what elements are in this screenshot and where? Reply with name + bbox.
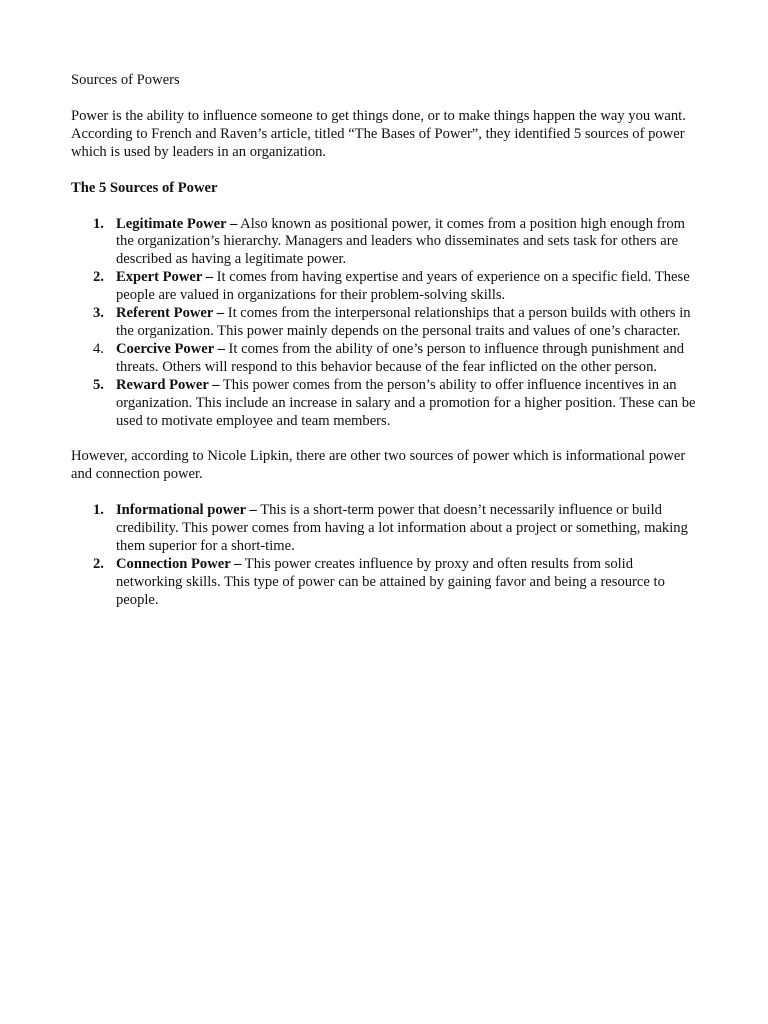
list-text: This power creates influence by proxy and often results from solid networking skills. This type of power can be attained by gaining favor and being a resource to people. [116, 555, 665, 608]
sources-list [71, 216, 701, 431]
list-text: It comes from the interpersonal relationships that a person builds with others in the organization. This power mainly depends on the personal traits and values of one’s character. [116, 305, 691, 339]
list-term: Expert Power – [116, 269, 213, 286]
document-title: Sources of Powers [71, 72, 180, 88]
list-item [71, 502, 701, 556]
list-text: This is a short-term power that doesn’t necessarily influence or build credibility. This power comes from having a lot information about a project or something, making them superior for a short-time. [116, 502, 688, 555]
list-number: 1. [93, 215, 104, 232]
section-heading: The 5 Sources of Power [71, 179, 218, 196]
intro-paragraph: Power is the ability to influence someone to get things done, or to make things happen the way you want. According to French and Raven’s article, titled “The Bases of Power”, they identified 5 sources of power which is used by leaders in an organization. [71, 107, 686, 160]
list-item [71, 556, 701, 610]
list-number: 4. [93, 340, 104, 357]
list-text: It comes from having expertise and years of experience on a specific field. These people are valued in organizations for their problem-solving skills. [116, 269, 690, 304]
list-item [71, 377, 701, 431]
list-number: 5. [93, 376, 104, 393]
second-paragraph: However, according to Nicole Lipkin, there are other two sources of power which is informational power and connection power. [71, 448, 686, 483]
list-item [71, 216, 701, 270]
list-term: Legitimate Power – [116, 215, 238, 232]
list-item [71, 269, 701, 305]
list-number: 1. [93, 502, 104, 519]
list-number: 2. [93, 555, 104, 572]
list-item [71, 305, 701, 341]
list-item [71, 341, 701, 377]
list-number: 3. [93, 305, 104, 322]
list-text: It comes from the ability of one’s person to influence through punishment and threats. Others will respond to this behavior because of the fear inflicted on the other person. [116, 340, 685, 375]
document-page [71, 72, 701, 610]
list-term: Coercive Power – [116, 340, 225, 357]
list-text: Also known as positional power, it comes from a position high enough from the organization’s hierarchy. Managers and leaders who disseminates and sets task for others are described as having a legitimate power. [116, 215, 686, 268]
list-number: 2. [93, 269, 104, 286]
list-term: Connection Power – [116, 555, 242, 572]
list-term: Informational power – [116, 502, 257, 519]
list-term: Reward Power – [116, 376, 220, 393]
other-sources-list [71, 502, 701, 609]
list-text: This power comes from the person’s ability to offer influence incentives in an organization. This include an increase in salary and a promotion for a higher position. These can be used to motivate employee and team members. [116, 376, 696, 429]
list-term: Referent Power – [116, 305, 225, 322]
